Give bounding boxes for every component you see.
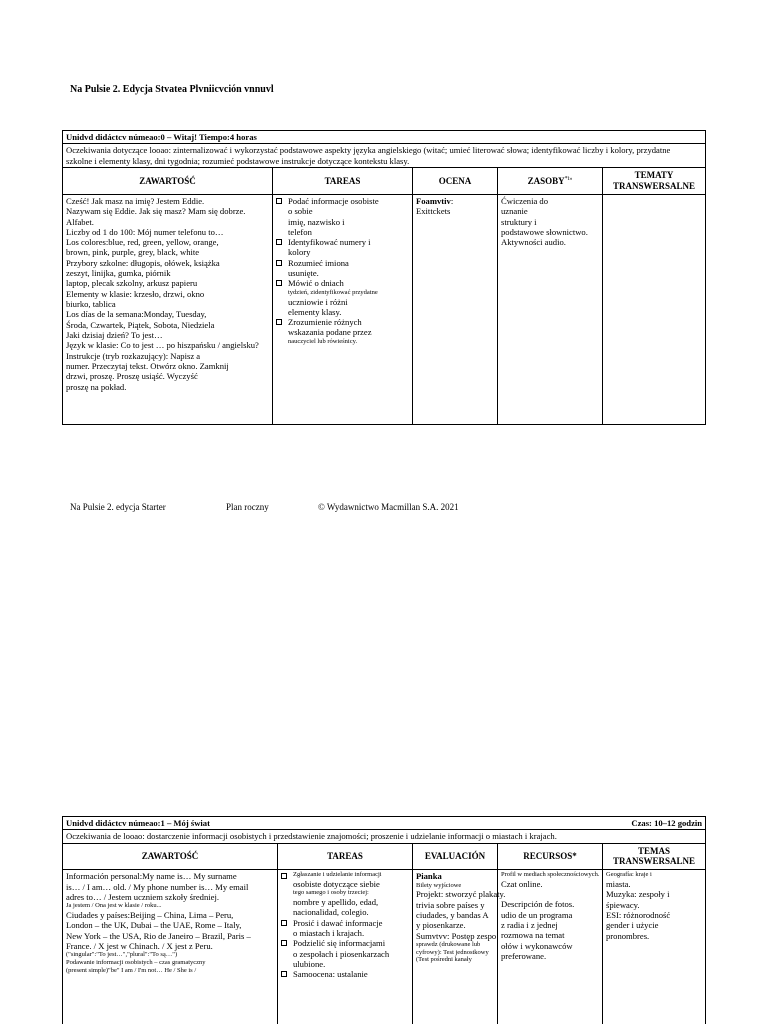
col-header-resources: RECURSOS* bbox=[498, 843, 603, 870]
task-item: Prosić i dawać informacje bbox=[281, 918, 409, 928]
unit1-content-cell: Información personal:My name is… My surname is… / I am… old. / My phone number is… My email adres to… / Jestem uczniem szkoły średniej. Ja jestem / Ona jest w klasie / roku... Ciudades y países:Beijing – China, Lima – Peru, London – the UK, Dubai – the UAE, Rome – Italy, New York – the USA, Rio de Janeiro – Brazil, Paris – France. / X jest w Chinach. / X jest z Peru. ("singular":"To jest…","plural":"To są…") Podawanie informacji osobistych – czas gramatyczny (present simple)"be" I am / I'm not… He / She is / bbox=[63, 870, 278, 1024]
task-item: Podzielić się informacjami bbox=[281, 938, 409, 948]
col-header-assessment: OCENA bbox=[413, 168, 498, 195]
col-header-content: ZAWARTOŚĆ bbox=[63, 168, 273, 195]
footer-right: © Wydawnictwo Macmillan S.A. 2021 bbox=[318, 502, 459, 512]
document-title: Na Pulsie 2. Edycja Stvatea Plvniicvción vnnuvl bbox=[70, 84, 274, 95]
unit0-content-cell: Cześć! Jak masz na imię? Jestem Eddie. Nazywam się Eddie. Jak się masz? Mam się dobrze. Alfabet. Liczby od 1 do 100: Mój numer telefonu to… Los colores:blue, red, green, yellow, orange, brown, pink, purple, grey, black, white Przybory szkolne: długopis, ołówek, książka zeszyt, linijka, gumka, piórnik laptop, plecak szkolny, arkusz papieru Elementy w klasie: krzesło, drzwi, okno biurko, tablica Los días de la semana:Monday, Tuesday, Środa, Czwartek, Piątek, Sobota, Niedziela Jaki dzisiaj dzień? To jest… Język w klasie: Co to jest … po hiszpańsku / angielsku? Instrukcje (tryb rozkazujący): Napisz a numer. Przeczytaj tekst. Otwórz okno. Zamknij drzwi, proszę. Proszę usiąść. Wyczyść proszę na pokład. bbox=[63, 194, 273, 424]
task-item: Podać informacje osobiste bbox=[276, 196, 409, 206]
unit0-tasks-cell: Podać informacje osobiste o sobie imię, nazwisko i telefon Identyfikować numery i kolory Rozumieć imiona usunięte. Mówić o dniach tydzień, zidentyfikować przydatne uczniowie i różni elementy klasy. Zrozumienie różnych wskazania podane przez nauczyciel lub rówieśnicy. bbox=[273, 194, 413, 424]
col-header-topics: TEMAS TRANSWERSALNE bbox=[603, 843, 706, 870]
footer-middle: Plan roczny bbox=[226, 502, 269, 512]
unit0-resources-cell: Ćwiczenia do uznanie struktury i podstawowe słownictwo. Aktywności audio. bbox=[498, 194, 603, 424]
task-item: Mówić o dniach bbox=[276, 278, 409, 288]
col-header-tasks: TAREAS bbox=[278, 843, 413, 870]
task-item: Rozumieć imiona bbox=[276, 258, 409, 268]
task-item: Samoocena: ustalanie bbox=[281, 969, 409, 979]
task-item: Identyfikować numery i bbox=[276, 237, 409, 247]
task-item: Zgłaszanie i udzielanie informacji bbox=[281, 871, 409, 879]
unit1-table bbox=[62, 816, 706, 1024]
unit0-header: Unidvd didáctcv númeao:0 – Witaj! Tiempo:4 horas bbox=[63, 131, 706, 144]
col-header-topics: TEMATY TRANSWERSALNE bbox=[603, 168, 706, 195]
unit1-expectations: Oczekiwania de looao: dostarczenie informacji osobistych i przedstawienie znajomości; proszenie i udzielanie informacji o miastach i krajach. bbox=[63, 830, 706, 843]
task-item: Zrozumienie różnych bbox=[276, 317, 409, 327]
unit1-evaluation-cell: Pianka Bilety wyjściowe Projekt: stworzyć plakaty. trivia sobre países y ciudades, y bandas A y piosenkarze. Sumvtvv: Postęp zespo sprawdz (drukowane lub cyfrowy): Test jednostkowy (Test pośredni kanały bbox=[413, 870, 498, 1024]
unit1-tasks-cell: Zgłaszanie i udzielanie informacji osobiste dotyczące siebie tego samego i osoby trzeciej: nombre y apellido, edad, nacionalidad, colegio. Prosić i dawać informacje o miastach i krajach. Podzielić się informacjami o zespołach i piosenkarzach ulubione. Samoocena: ustalanie bbox=[278, 870, 413, 1024]
unit1-topics-cell: Geografía: kraje i miasta. Muzyka: zespoły i śpiewacy. ESI: różnorodność gender i użycie pronombres. bbox=[603, 870, 706, 1024]
unit1-header: Unidvd didáctcv númeao:1 – Mój świat Czas: 10–12 godzin bbox=[63, 817, 706, 830]
unit0-expectations: Oczekiwania dotyczące looao: zinternalizować i wykorzystać podstawowe aspekty języka angielskiego (witać; umieć literować słowa; identyfikować liczby i kolory, przydatne szkolne i elementy klasy, dni tygodnia; rozumieć podstawowe instrukcje dotyczące kontekstu klasy. bbox=[63, 144, 706, 168]
col-header-resources: $ZASOBY^{*i»}$ bbox=[498, 168, 603, 195]
unit1-resources-cell: Profil w mediach społecznościowych. Czat online. Descripción de fotos. udio de un programa z radia i z jednej rozmowa na temat ołów i wykonawców preferowane. bbox=[498, 870, 603, 1024]
col-header-content: ZAWARTOŚĆ bbox=[63, 843, 278, 870]
col-header-tasks: TAREAS bbox=[273, 168, 413, 195]
unit0-assessment-cell: Foamvtiv: Exittckets bbox=[413, 194, 498, 424]
col-header-evaluation: EVALUACIÓN bbox=[413, 843, 498, 870]
footer-left: Na Pulsie 2. edycja Starter bbox=[70, 502, 166, 512]
